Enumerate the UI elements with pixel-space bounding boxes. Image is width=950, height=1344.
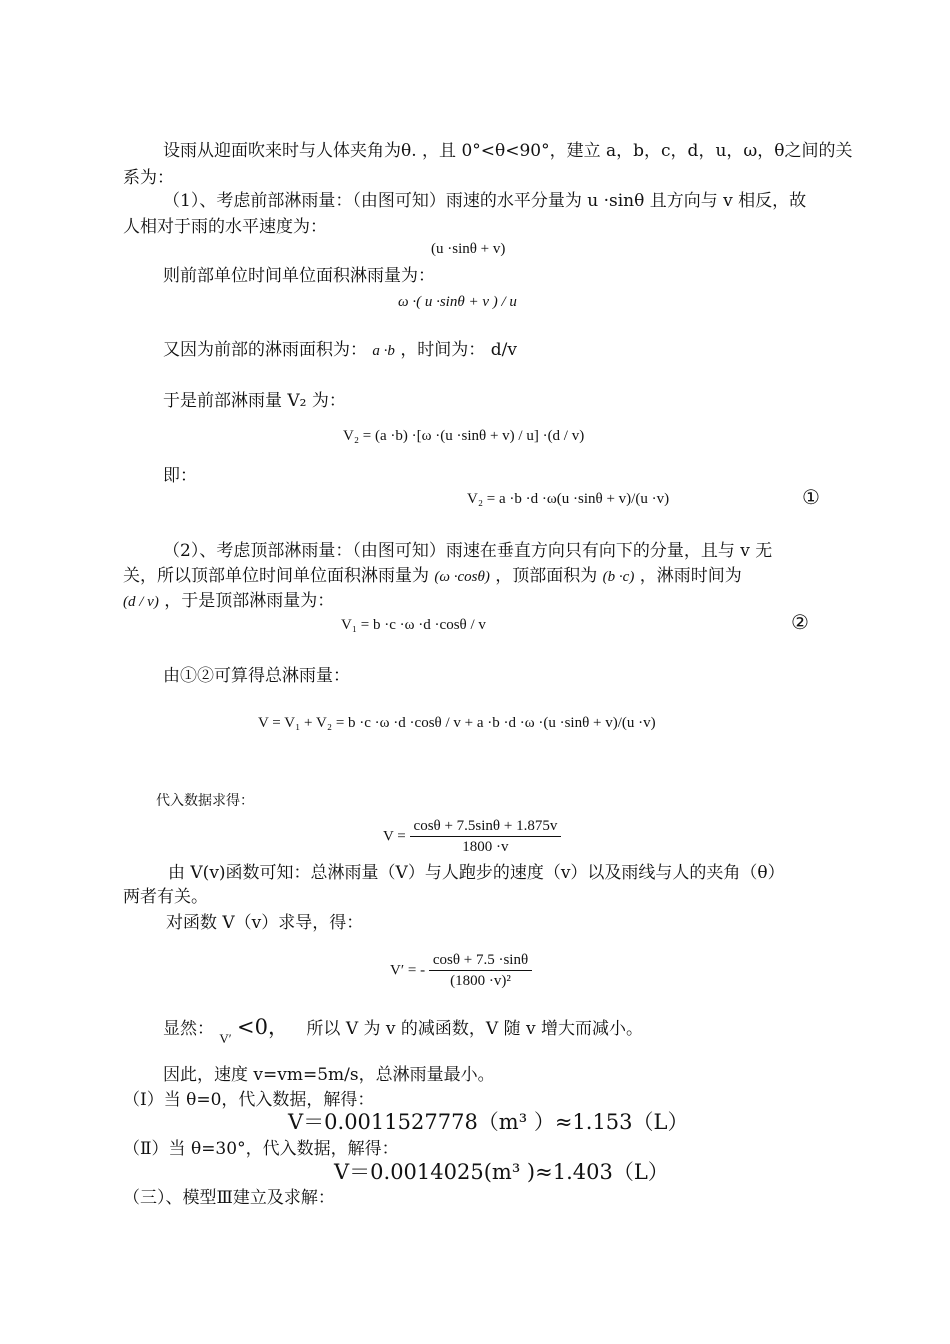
case-2-result: V＝0.0014025(m³ )≈1.403（L）: [334, 1160, 669, 1184]
conclusion-vprime: V′: [219, 1031, 232, 1046]
conclusion-lt: <0，: [237, 1015, 290, 1039]
intro-line-2: 系为：: [123, 168, 174, 188]
model-3-title: （三）、模型Ⅲ建立及求解：: [123, 1188, 335, 1208]
s2-text-c: ，顶部面积为: [495, 566, 598, 586]
eq-v1: V₁ = b ·c ·ω ·d ·cosθ / v: [341, 617, 486, 633]
eq-v2: V₂ = (a ·b) ·[ω ·(u ·sinθ + v) / u] ·(d / v): [343, 428, 585, 444]
substitute-text: 代入数据求得：: [156, 793, 254, 809]
case-2-label: （Ⅱ）当 θ=30°，代入数据，解得：: [123, 1139, 399, 1159]
total-text: 由①②可算得总淋雨量：: [163, 666, 350, 686]
section2-line-1: （2）、考虑顶部淋雨量：（由图可知）雨速在垂直方向只有向下的分量，且与 v 无: [163, 541, 773, 561]
case-1-label: （Ⅰ）当 θ=0，代入数据，解得：: [123, 1090, 375, 1110]
front-unit-text: 则前部单位时间单位面积淋雨量为：: [163, 266, 435, 286]
ie-label: 即：: [163, 466, 197, 486]
eq-deriv-fraction: [429, 950, 532, 991]
case-1-result: V＝0.0011527778（m³ ）≈1.153（L）: [288, 1110, 689, 1134]
function-note-line-1: 由 V(v)函数可知：总淋雨量（V）与人跑步的速度（v）以及雨线与人的夹角（θ）: [168, 863, 785, 883]
section1-line-2: 人相对于雨的水平速度为：: [123, 217, 327, 237]
eq-derivative: [390, 950, 532, 991]
eq-sub-denominator: 1800 ·v: [462, 839, 509, 855]
front-v2-text: 于是前部淋雨量 V₂ 为：: [163, 391, 346, 411]
equation-mark-2: ②: [791, 610, 809, 634]
s2-text-b: ，于是顶部淋雨量为：: [164, 591, 335, 611]
s2-top-area: (b ·c): [602, 569, 635, 585]
front-time-text: ，时间为：: [400, 340, 486, 360]
eq-deriv-lhs: V′ = -: [390, 962, 426, 979]
front-time-value: d/v: [490, 340, 517, 360]
eq-deriv-numerator: cosθ + 7.5 ·sinθ: [429, 950, 532, 971]
s2-text-a: 关，所以顶部单位时间单位面积淋雨量为: [123, 566, 429, 586]
eq-front-unit: ω ·( u ·sinθ + v ) / u: [398, 294, 517, 310]
section2-line-3: [123, 590, 334, 613]
conclusion-line: [163, 1015, 644, 1046]
min-speed-text: 因此，速度 v=vm=5m/s，总淋雨量最小。: [163, 1065, 495, 1085]
eq-sub-lhs: V =: [383, 828, 406, 845]
eq-sub-numerator: cosθ + 7.5sinθ + 1.875v: [410, 816, 562, 837]
eq-substituted: [383, 816, 561, 857]
conclusion-post: 所以 V 为 v 的减函数，V 随 v 增大而减小。: [306, 1019, 644, 1039]
eq-deriv-denominator: (1800 ·v)²: [450, 973, 511, 989]
s2-rain-time: (d / v): [123, 594, 159, 610]
equation-mark-1: ①: [802, 485, 820, 509]
conclusion-pre: 显然：: [163, 1019, 214, 1039]
eq-horizontal-speed: (u ·sinθ + v): [431, 241, 506, 257]
derivative-text: 对函数 V（v）求导，得：: [166, 913, 364, 933]
eq-sub-fraction: [410, 816, 562, 857]
s2-text-e: ，淋雨时间为: [639, 566, 742, 586]
s2-top-rate: (ω ·cosθ): [434, 569, 490, 585]
eq-total: V = V₁ + V₂ = b ·c ·ω ·d ·cosθ / v + a ·b ·d ·ω ·(u ·sinθ + v)/(u ·v): [258, 715, 656, 731]
intro-line-1: 设雨从迎面吹来时与人体夹角为θ. ，且 0°<θ<90°，建立 a，b，c，d，u，ω，θ之间的关: [163, 141, 853, 161]
function-note-line-2: 两者有关。: [123, 887, 208, 907]
front-area-line: [163, 339, 517, 362]
section1-line-1: （1）、考虑前部淋雨量：（由图可知）雨速的水平分量为 u ·sinθ 且方向与 v 相反，故: [163, 191, 807, 211]
section2-line-2: [123, 565, 742, 588]
front-area-value: a ·b: [372, 343, 395, 359]
front-area-text: 又因为前部的淋雨面积为：: [163, 340, 367, 360]
eq-v2-simplified: V₂ = a ·b ·d ·ω(u ·sinθ + v)/(u ·v): [467, 491, 670, 507]
